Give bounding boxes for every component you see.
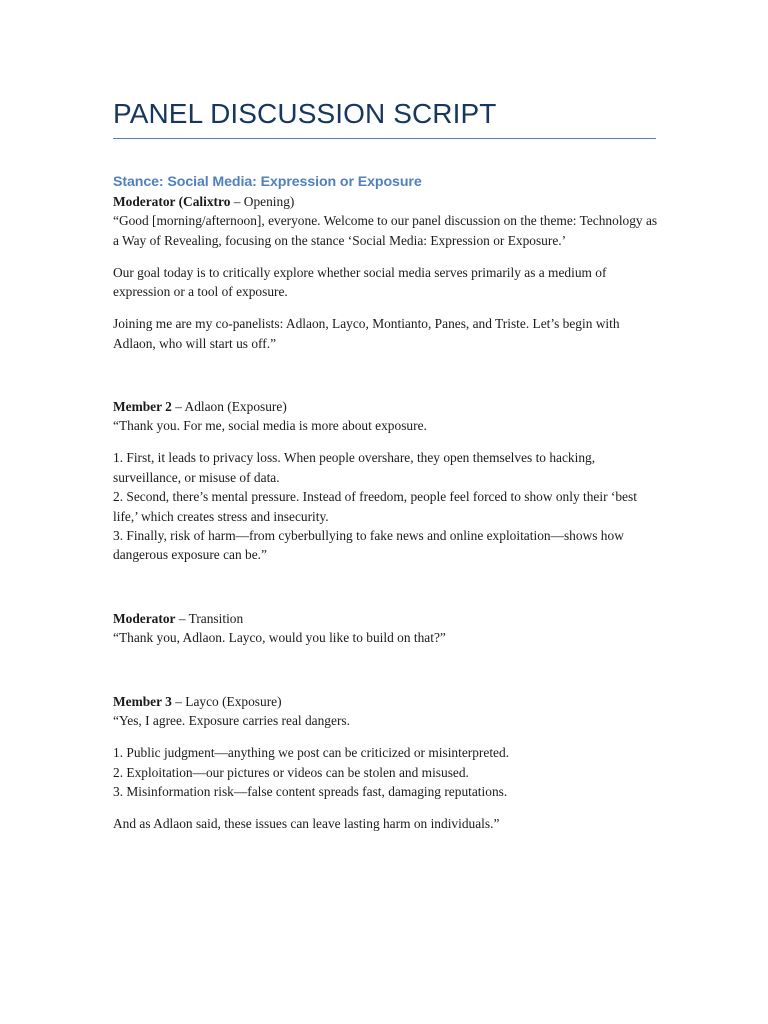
paragraph: “Thank you. For me, social media is more about exposure. xyxy=(113,418,427,434)
speaker-line-member-3 xyxy=(113,692,658,711)
speaker-name: Moderator xyxy=(113,610,176,626)
speaker-role: – Opening) xyxy=(230,194,295,209)
speaker-role: – Adlaon (Exposure) xyxy=(171,399,287,415)
speaker-role: – Layco (Exposure) xyxy=(171,693,282,709)
list-item: 3. Misinformation risk—false content spreads fast, damaging reputations. xyxy=(113,783,508,799)
speaker-line-moderator-transition xyxy=(113,609,658,628)
paragraph: Joining me are my co-panelists: Adlaon, Layco, Montianto, Panes, and Triste. Let’s begin with Adlaon, who will start us off.” xyxy=(113,316,620,351)
document-title: PANEL DISCUSSION SCRIPT xyxy=(113,98,497,129)
list-item: 2. Exploitation—our pictures or videos can be stolen and misused. xyxy=(113,764,469,780)
paragraph: “Good [morning/afternoon], everyone. Welcome to our panel discussion on the theme: Technology as a Way of Revealing, focusing on the stance ‘Social Media: Expression or Exposure.’ xyxy=(113,213,658,248)
list-item: 1. Public judgment—anything we post can be criticized or misinterpreted. xyxy=(113,745,510,761)
paragraph: Our goal today is to critically explore whether social media serves primarily as a medium of expression or a tool of exposure. xyxy=(113,264,607,300)
list-item: 2. Second, there’s mental pressure. Instead of freedom, people feel forced to show only their ‘best life,’ which creates stress and insecurity. xyxy=(113,489,637,524)
paragraph: “Yes, I agree. Exposure carries real dangers. xyxy=(113,713,350,729)
list-item: 1. First, it leads to privacy loss. When people overshare, they open themselves to hacking, surveillance, or misuse of data. xyxy=(113,450,596,485)
document-page xyxy=(113,0,658,1024)
speaker-line-member-2 xyxy=(113,397,658,416)
title-underline xyxy=(113,138,656,139)
list-item: 3. Finally, risk of harm—from cyberbullying to fake news and online exploitation—shows how dangerous exposure can be.” xyxy=(113,528,624,563)
paragraph: And as Adlaon said, these issues can leave lasting harm on individuals.” xyxy=(113,815,500,831)
speaker-name: Member 2 xyxy=(113,399,172,415)
speaker-name: Member 3 xyxy=(113,693,172,709)
speaker-line-moderator-opening xyxy=(113,192,658,211)
paragraph: “Thank you, Adlaon. Layco, would you like to build on that?” xyxy=(113,630,446,646)
speaker-name: Moderator (Calixtro xyxy=(113,194,231,209)
document-body xyxy=(113,172,658,833)
stance-heading: Stance: Social Media: Expression or Exposure xyxy=(113,174,422,190)
speaker-role: – Transition xyxy=(175,610,244,626)
